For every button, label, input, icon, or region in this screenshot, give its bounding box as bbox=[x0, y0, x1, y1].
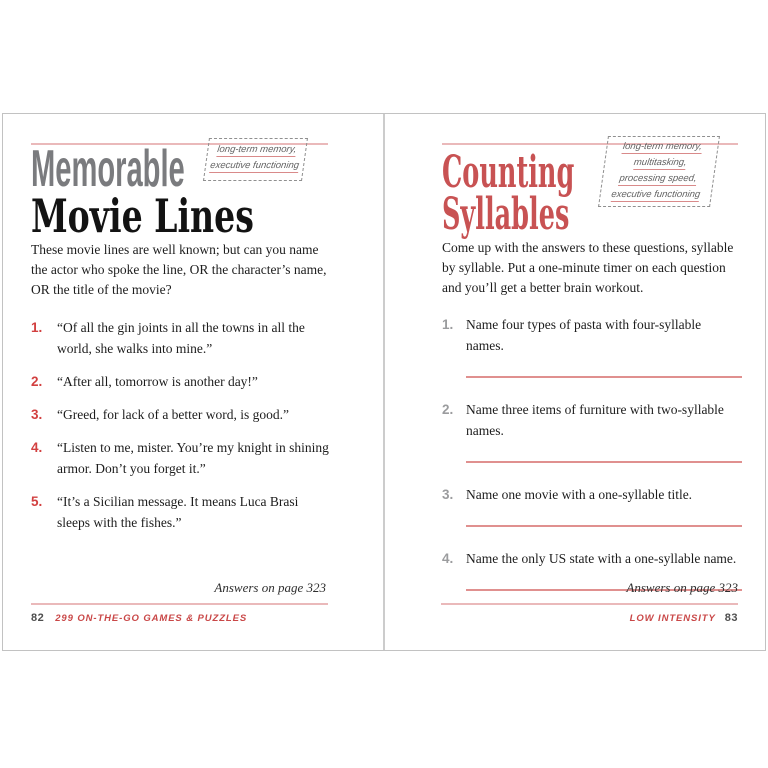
intro-text: These movie lines are well known; but can you name the actor who spoke the line, OR the character’s name, OR the title of the movie? bbox=[31, 242, 327, 297]
item-text: “Greed, for lack of a better word, is good.” bbox=[57, 407, 290, 422]
answers-note: Answers on page 323 bbox=[626, 580, 738, 595]
skill-tag: long-term memory, bbox=[216, 144, 298, 155]
item-number: 4. bbox=[31, 440, 43, 455]
item-text: “Of all the gin joints in all the towns in all the world, she walks into mine.” bbox=[57, 320, 305, 356]
list-item bbox=[442, 399, 742, 441]
page-number: 83 bbox=[724, 612, 738, 624]
list-item bbox=[31, 317, 334, 359]
book-spread bbox=[2, 113, 766, 651]
left-page bbox=[3, 114, 383, 650]
list-item bbox=[31, 371, 334, 392]
footer-rule bbox=[31, 603, 328, 605]
skill-tag-box bbox=[203, 138, 308, 181]
question-block bbox=[442, 399, 742, 463]
list-item bbox=[442, 314, 742, 356]
page-number: 82 bbox=[31, 612, 45, 624]
item-text: “Listen to me, mister. You’re my knight in shining armor. Don’t you forget it.” bbox=[57, 440, 329, 476]
item-number: 2. bbox=[442, 402, 454, 417]
question-list bbox=[442, 314, 742, 612]
page-title-line2: Movie Lines bbox=[31, 189, 254, 243]
footer-rule bbox=[441, 603, 738, 605]
item-number: 4. bbox=[442, 551, 454, 566]
skill-tag: executive functioning bbox=[209, 160, 300, 171]
list-item bbox=[31, 491, 334, 533]
answer-blank-line bbox=[466, 376, 742, 378]
answers-note: Answers on page 323 bbox=[214, 580, 326, 595]
list-item bbox=[442, 548, 742, 569]
book-title-footer: 299 ON-THE-GO GAMES & PUZZLES bbox=[55, 613, 248, 624]
question-block bbox=[442, 484, 742, 527]
list-item bbox=[31, 404, 334, 425]
page-title-line2: Syllables bbox=[442, 189, 570, 240]
skill-tag: executive functioning bbox=[610, 189, 701, 200]
intro-text: Come up with the answers to these questions, syllable by syllable. Put a one-minute timer on each question and you’ll get a better brain workout. bbox=[442, 240, 734, 295]
item-text: Name four types of pasta with four-syllable names. bbox=[466, 317, 702, 353]
question-block bbox=[442, 314, 742, 378]
item-number: 1. bbox=[31, 320, 43, 335]
page-footer bbox=[630, 612, 738, 624]
item-number: 1. bbox=[442, 317, 454, 332]
item-text: Name one movie with a one-syllable title. bbox=[466, 487, 693, 502]
skill-tag: long-term memory, bbox=[622, 141, 703, 152]
page-footer bbox=[31, 612, 247, 624]
item-text: Name the only US state with a one-syllable name. bbox=[466, 551, 737, 566]
page-title-line1: Memorable bbox=[31, 140, 185, 198]
answer-blank-line bbox=[466, 525, 742, 527]
skill-tag: processing speed, bbox=[618, 173, 698, 184]
right-page bbox=[385, 114, 765, 650]
item-number: 5. bbox=[31, 494, 43, 509]
item-number: 3. bbox=[442, 487, 454, 502]
list-item bbox=[442, 484, 742, 505]
quote-list bbox=[31, 317, 334, 545]
page-title-line1: Counting bbox=[442, 147, 575, 198]
skill-tag: multitasking, bbox=[633, 157, 688, 168]
item-text: “After all, tomorrow is another day!” bbox=[57, 374, 258, 389]
item-number: 3. bbox=[31, 407, 43, 422]
item-text: “It’s a Sicilian message. It means Luca Brasi sleeps with the fishes.” bbox=[57, 494, 299, 530]
item-text: Name three items of furniture with two-syllable names. bbox=[466, 402, 724, 438]
list-item bbox=[31, 437, 334, 479]
item-number: 2. bbox=[31, 374, 43, 389]
skill-tag-box bbox=[598, 136, 720, 207]
answer-blank-line bbox=[466, 461, 742, 463]
section-footer-label: LOW INTENSITY bbox=[629, 613, 716, 624]
